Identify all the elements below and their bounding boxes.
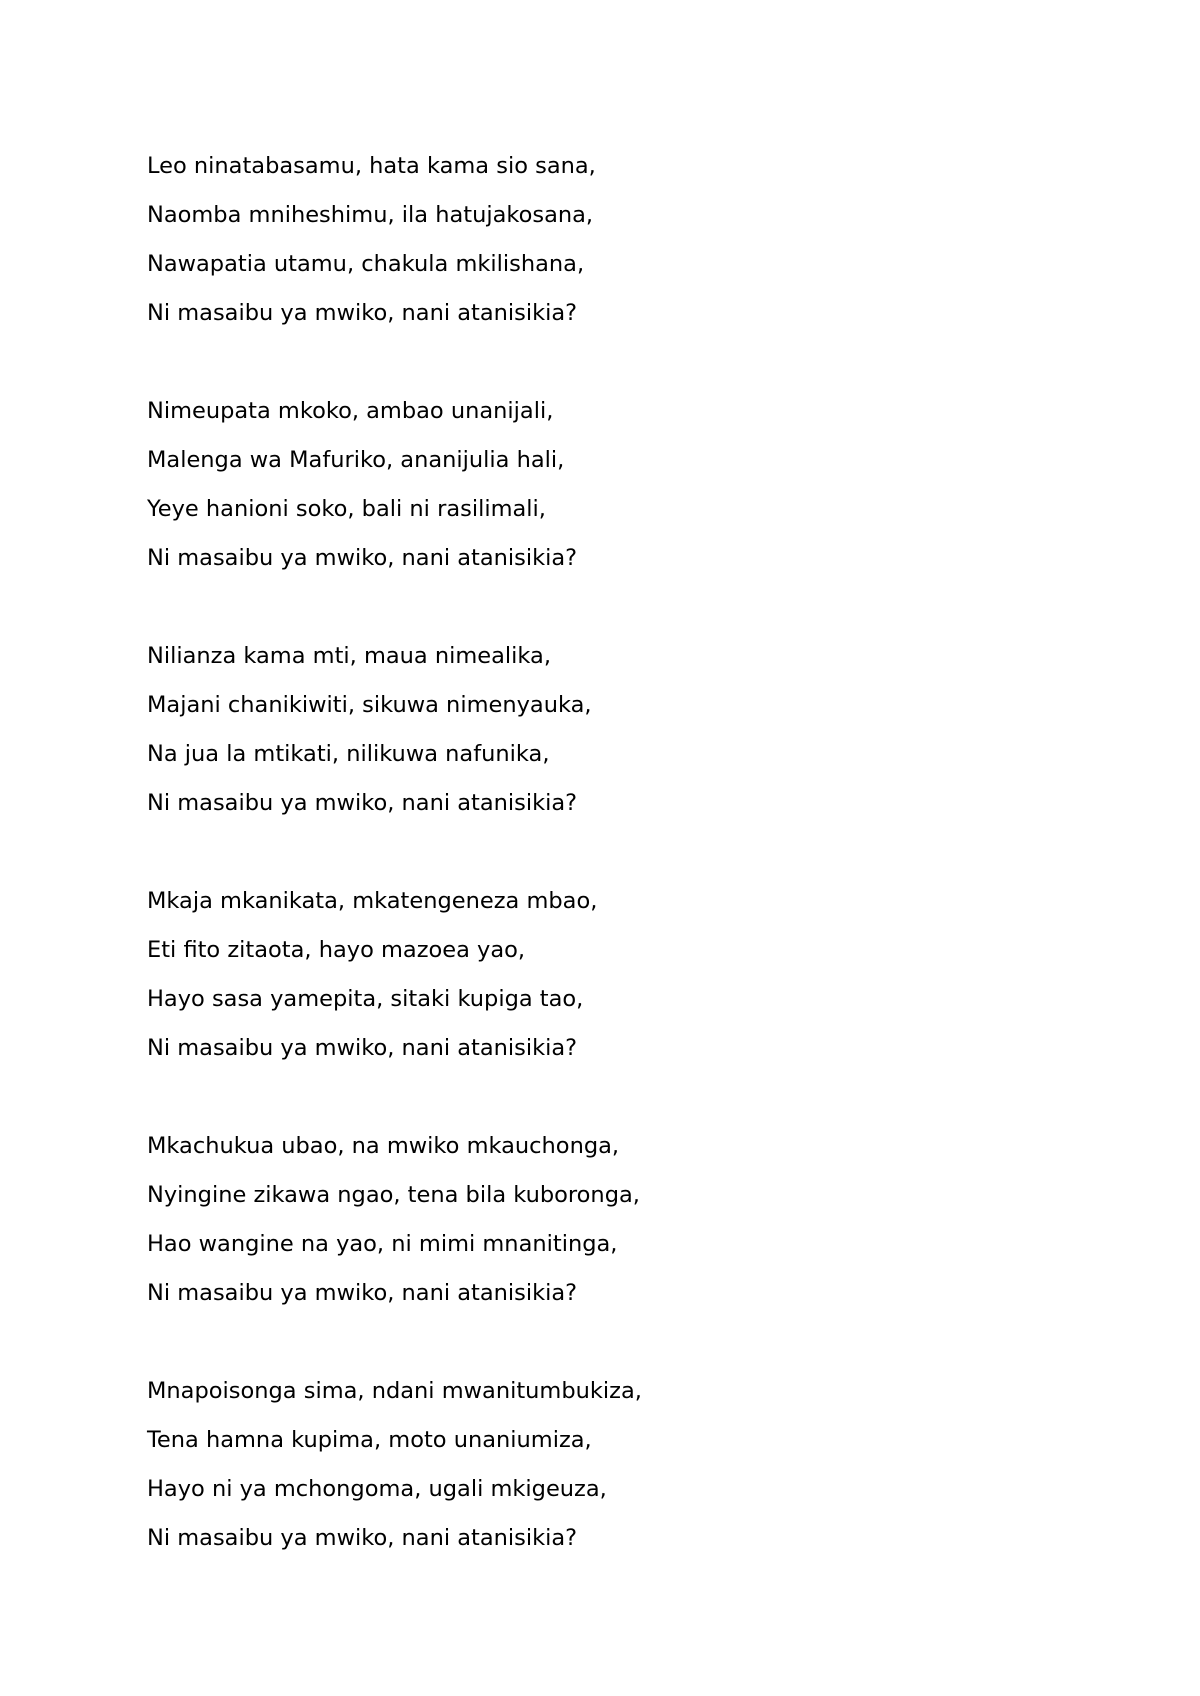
poem-line: Nyingine zikawa ngao, tena bila kuboronga, xyxy=(147,1182,640,1208)
poem-line: Naomba mniheshimu, ila hatujakosana, xyxy=(147,202,594,228)
stanza-5 xyxy=(147,1122,1107,1318)
poem-line: Mkaja mkanikata, mkatengeneza mbao, xyxy=(147,888,598,914)
poem-line: Majani chanikiwiti, sikuwa nimenyauka, xyxy=(147,692,592,718)
poem-line: Nimeupata mkoko, ambao unanijali, xyxy=(147,398,554,424)
stanza-1 xyxy=(147,142,1107,338)
poem-refrain: Ni masaibu ya mwiko, nani atanisikia? xyxy=(147,1525,578,1551)
poem-refrain: Ni masaibu ya mwiko, nani atanisikia? xyxy=(147,1280,578,1306)
poem-line: Tena hamna kupima, moto unaniumiza, xyxy=(147,1427,592,1453)
poem-line: Yeye hanioni soko, bali ni rasilimali, xyxy=(147,496,546,522)
poem-refrain: Ni masaibu ya mwiko, nani atanisikia? xyxy=(147,545,578,571)
stanza-3 xyxy=(147,632,1107,828)
poem-refrain: Ni masaibu ya mwiko, nani atanisikia? xyxy=(147,300,578,326)
poem-line: Hao wangine na yao, ni mimi mnanitinga, xyxy=(147,1231,618,1257)
stanza-4 xyxy=(147,877,1107,1073)
poem-line: Mkachukua ubao, na mwiko mkauchonga, xyxy=(147,1133,620,1159)
poem-line: Nawapatia utamu, chakula mkilishana, xyxy=(147,251,585,277)
poem-line: Leo ninatabasamu, hata kama sio sana, xyxy=(147,153,596,179)
stanza-2 xyxy=(147,387,1107,583)
poem-refrain: Ni masaibu ya mwiko, nani atanisikia? xyxy=(147,790,578,816)
poem-line: Nilianza kama mti, maua nimealika, xyxy=(147,643,552,669)
stanza-6 xyxy=(147,1367,1107,1563)
poem-line: Hayo sasa yamepita, sitaki kupiga tao, xyxy=(147,986,584,1012)
poem-line: Mnapoisonga sima, ndani mwanitumbukiza, xyxy=(147,1378,642,1404)
poem-line: Na jua la mtikati, nilikuwa nafunika, xyxy=(147,741,550,767)
poem-line: Hayo ni ya mchongoma, ugali mkigeuza, xyxy=(147,1476,607,1502)
poem-line: Malenga wa Mafuriko, ananijulia hali, xyxy=(147,447,565,473)
poem-refrain: Ni masaibu ya mwiko, nani atanisikia? xyxy=(147,1035,578,1061)
poem-line: Eti fito zitaota, hayo mazoea yao, xyxy=(147,937,526,963)
poem xyxy=(147,142,1107,1612)
